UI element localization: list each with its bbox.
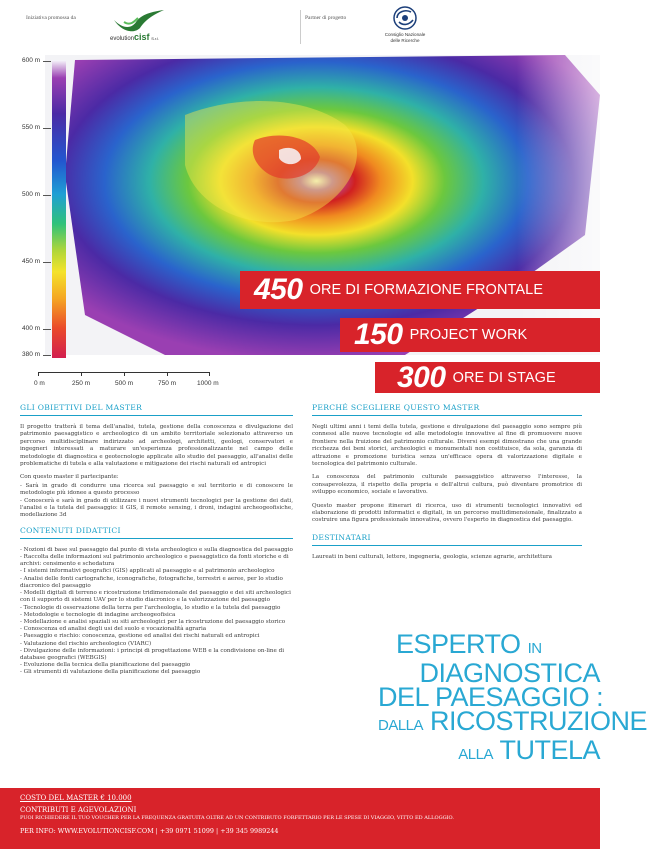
cnr-line2: delle Ricerche	[390, 37, 420, 43]
cnr-logo	[375, 6, 435, 46]
y-tick-mark	[43, 355, 51, 356]
content-item: - Metodologie e tecnologie di indagine archeogeofisica	[20, 611, 176, 618]
participant-intro: Con questo master il partecipante:	[20, 474, 119, 481]
info-footer	[0, 788, 600, 849]
content-item: - Divulgazione delle informazioni: i principi di progettazione WEB e la condivisione on-line di database geografici (WEBGIS)	[20, 647, 284, 661]
x-tick-mark	[209, 372, 210, 376]
cnr-line1: Consiglio Nazionale	[384, 32, 426, 37]
x-tick-label: 500 m	[115, 380, 134, 387]
title-word: ALLA	[458, 746, 493, 763]
why-paragraph: Questo master propone itinerari di ricerca, uso di strumenti tecnologici innovativi ed elaborazione di prodotti informatici e digitali, in un percorso multidimensionale, finalizzato a costruire una figura professionale innovativa, ovvero l'esperto in diagnostica del paesaggio.	[312, 502, 582, 524]
partner-label: Partner di progetto	[305, 15, 347, 21]
promoter-label: Iniziativa promossa da	[26, 15, 76, 21]
y-tick-mark	[43, 195, 51, 196]
content-item: - I sistemi informativi geografici (GIS) applicati al paesaggio e al patrimonio archeologico	[20, 568, 275, 575]
banner-number: 150	[354, 318, 403, 351]
content-item: - Modellazione e analisi spaziali su siti archeologici per la ricostruzione del paesaggio storico	[20, 618, 286, 625]
objectives-paragraph: Il progetto tratterà il tema dell'analisi, tutela, gestione della conoscenza e divulgazione del patrimonio paesaggistico e archeologico di un ambito territoriale selezionato attraverso un percorso multidisciplinare indirizzato ad archeologi, architetti, geologi, conservatori e ingegneri interessati a maturare un'esperienza professionalizzante nel campo delle metodologie di diagnostica e geotecnologie applicate allo studio del paesaggio, all'analisi delle problematiche di tutela e alla valutazione e mitigazione dei rischi naturali ed antropici	[20, 424, 293, 468]
y-tick-mark	[43, 128, 51, 129]
title-word: DEL PAESAGGIO	[378, 682, 590, 712]
why-paragraph: La conoscenza del patrimonio culturale paesaggistico attraverso l'interesse, la consapevolezza, il rispetto della propria e dell'altrui cultura, può diventare promotrice di sviluppo economico, sociale e lavorativo.	[312, 474, 582, 496]
x-tick-mark	[167, 372, 168, 376]
header	[0, 0, 600, 50]
contributions-title: CONTRIBUTI E AGEVOLAZIONI	[20, 806, 137, 814]
y-tick-mark	[43, 61, 51, 62]
x-tick-label: 750 m	[158, 380, 177, 387]
master-cost: COSTO DEL MASTER € 10.000	[20, 794, 132, 802]
title-word: IN	[527, 640, 542, 657]
logo-suffix: S.r.l.	[151, 36, 160, 41]
content-item: - Analisi delle fonti cartografiche, iconografiche, fotografiche, terrestri e aeree, per lo studio diacronico del paesaggio	[20, 575, 283, 589]
banner-number: 450	[254, 273, 303, 306]
title-word: :	[596, 682, 604, 712]
y-tick-label: 400 m	[22, 325, 41, 332]
banner-number: 300	[397, 360, 446, 394]
x-tick-mark	[38, 372, 39, 376]
y-tick-label: 500 m	[22, 191, 41, 198]
swoosh-icon	[110, 8, 170, 34]
section-title-objectives: GLI OBIETTIVI DEL MASTER	[20, 403, 293, 416]
content-item: - Evoluzione della tecnica della pianificazione del paesaggio	[20, 662, 191, 669]
section-title-contents: CONTENUTI DIDATTICI	[20, 526, 293, 539]
banner-project-work	[340, 318, 600, 352]
title-word: RICOSTRUZIONE	[430, 706, 647, 736]
participant-point: - Sarà in grado di condurre una ricerca sul paesaggio e sul territorio e di conoscere le metodologie più idonee a questo processo	[20, 482, 293, 497]
participant-point: - Conoscerà e sarà in grado di utilizzare i nuovi strumenti tecnologici per la gestione dei dati, l'analisi e la tutela del paesaggio: il GIS, il remote sensing, i droni, indagini archeogeofisiche, modellazione 3d	[20, 497, 293, 519]
logo-prefix: evolution	[110, 36, 135, 42]
y-tick-label: 380 m	[22, 351, 41, 358]
section-title-why: PERCHÉ SCEGLIERE QUESTO MASTER	[312, 403, 582, 416]
content-item: - Gli strumenti di valutazione della pianificazione del paesaggio	[20, 669, 201, 676]
x-tick-mark	[81, 372, 82, 376]
y-tick-mark	[43, 262, 51, 263]
y-tick-label: 600 m	[22, 57, 41, 64]
evolution-cisf-logo	[110, 8, 170, 44]
x-tick-label: 250 m	[72, 380, 91, 387]
title-word: DALLA	[378, 717, 424, 734]
banner-label: ORE DI FORMAZIONE FRONTALE	[309, 282, 544, 298]
content-item: - Conoscenza ed analisi degli usi del suolo e vocazionalità agraria	[20, 626, 207, 633]
content-item: - Nozioni di base sul paesaggio dal punto di vista archeologico e sulla diagnostica del paesaggio	[20, 546, 293, 553]
content-item: - Valutazione del rischio archeologico (VIARC)	[20, 640, 152, 647]
logo-brand: cisf	[134, 32, 150, 42]
title-word: TUTELA	[499, 735, 600, 765]
x-tick-label: 0 m	[34, 380, 45, 387]
recipients-paragraph: Laureati in beni culturali, lettere, ingegneria, geologia, scienze agrarie, architettura	[312, 553, 552, 560]
contact-info-link[interactable]: PER INFO: WWW.EVOLUTIONCISF.COM | +39 0971 51099 | +39 345 9989244	[20, 827, 279, 835]
x-tick-mark	[124, 372, 125, 376]
left-column	[20, 403, 293, 677]
title-word: ESPERTO	[396, 629, 521, 659]
title-word: DIAGNOSTICA	[419, 658, 600, 688]
elevation-scale-bar	[52, 60, 66, 358]
content-item: - Paesaggio e rischio: conoscenza, gestione ed analisi dei rischi naturali ed antropici	[20, 633, 260, 640]
banner-frontal-hours	[240, 271, 600, 309]
banner-stage-hours	[375, 362, 600, 393]
header-divider	[300, 10, 301, 44]
banner-label: ORE DI STAGE	[452, 369, 556, 386]
cnr-emblem-icon	[375, 6, 435, 32]
content-item: - Tecnologie di osservazione della terra per l'archeologia, lo studio e la tutela del paesaggio	[20, 604, 281, 611]
x-tick-label: 1000 m	[197, 380, 219, 387]
y-tick-mark	[43, 329, 51, 330]
y-tick-label: 450 m	[22, 258, 41, 265]
right-column	[312, 403, 582, 567]
content-item: - Modelli digitali di terreno e ricostruzione tridimensionale del paesaggio e dei siti archeologici con il supporto di sistemi UAV per lo studio diacronico e la valorizzazione del paesaggio	[20, 590, 291, 604]
terrain-image	[45, 55, 600, 355]
y-tick-label: 550 m	[22, 124, 41, 131]
contributions-text: PUOI RICHIEDERE IL TUO VOUCHER PER LA FREQUENZA GRATUITA OLTRE AD UN CONTRIBUTO FORFETTARIO PER LE SPESE DI VIAGGIO, VITTO ED ALLOGGIO.	[20, 815, 454, 821]
banner-label: PROJECT WORK	[409, 327, 528, 343]
master-title	[378, 629, 647, 767]
content-item: - Raccolta delle informazioni sul patrimonio archeologico e paesaggistico da fonti storiche e di archivi: censimento e schedatura	[20, 554, 289, 568]
section-title-recipients: DESTINATARI	[312, 533, 582, 546]
why-paragraph: Negli ultimi anni i temi della tutela, gestione e divulgazione del paesaggio sono sempre più connessi alle nuove tecnologie ed alle metodologie innovative al fine di promuovere nuove frontiere nella fruizione del patrimonio culturale. Diversi esempi dimostrano che una grande ricchezza dei beni storici, archeologici e monumentali non costituisce, da sola, garanzia di attrazione e promozione turistica senza un'efficace opera di valorizzazione digitale e tecnologica del patrimonio culturale.	[312, 424, 582, 468]
